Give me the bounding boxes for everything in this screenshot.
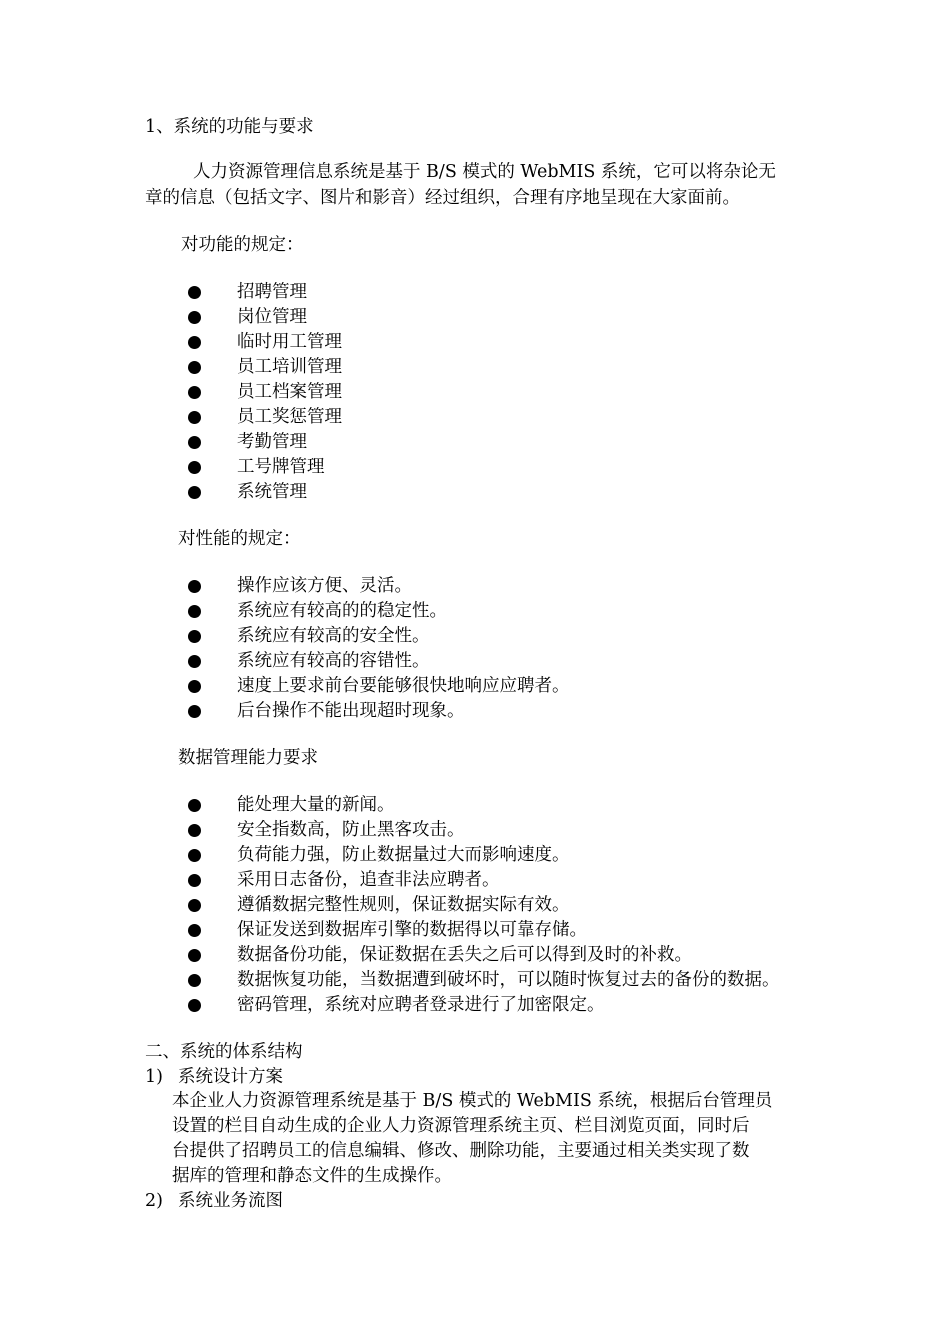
bullet-icon [188,874,201,887]
item1-body-line-4: 据库的管理和静态文件的生成操作。 [172,1166,452,1186]
bullet-icon [188,580,201,593]
bullet-icon [188,849,201,862]
document-page: 1、系统的功能与要求 人力资源管理信息系统是基于 B/S 模式的 WebMIS 系统，它可以将杂论无 章的信息（包括文字、图片和影音）经过组织，合理有序地呈现在大家面前。 对功能的规定： 招聘管理 岗位管理 临时用工管理 员工培训管理 员工档案管理 员工奖惩管理 考勤管理 工号牌管理 系统管理 对性能的规定： 操作应该方便、灵活。 系统应有较高的的稳定性。 系统应有较高的安全性。 系统应有较高的容错性。 速度上要求前台要能够很快地响应应聘者。 后台操作不能出现超时现象。 数据管理能力要求 能处理大量的新闻。 安全指数高，防止黑客攻击。 负荷能力强，防止数据量过大而影响速度。 采用日志备份，追查非法应聘者。 遵循数据完整性规则，保证数据实际有效。 保证发送到数据库引擎的数据得以可靠存储。 数据备份功能，保证数据在丢失之后可以得到及时的补救。 数据恢复功能，当数据遭到破坏时，可以随时恢复过去的备份的数据。 密码管理，系统对应聘者登录进行了加密限定。 二、系统的体系结构 1) 系统设计方案 本企业人力资源管理系统是基于 B/S 模式的 WebMIS 系统，根据后台管理员 设置的栏目自动生成的企业人力资源管理系统主页、栏目浏览页面，同时后 台提供了招聘员工的信息编辑、修改、删除功能，主要通过相关类实现了数 据库的管理和静态文件的生成操作。 2) 系统业务流图 [145,117,780,1211]
item1-label: 系统设计方案 [178,1067,283,1087]
item1-number: 1) [145,1067,163,1087]
bullet-icon [188,824,201,837]
item2-number: 2) [145,1191,163,1211]
bullet-icon [188,386,201,399]
item1-body-line-3: 台提供了招聘员工的信息编辑、修改、删除功能，主要通过相关类实现了数 [172,1141,750,1161]
bullet-icon [188,924,201,937]
bullet-icon [188,461,201,474]
bullet-icon [188,705,201,718]
function-label: 对功能的规定： [181,235,304,255]
bullet-icon [188,411,201,424]
bullet-icon [188,361,201,374]
bullet-icon [188,680,201,693]
bullet-icon [188,999,201,1012]
bullet-icon [188,974,201,987]
bullet-icon [188,655,201,668]
bullet-icon [188,486,201,499]
bullet-icon [188,311,201,324]
bullet-icon [188,899,201,912]
section1-heading: 1、系统的功能与要求 [145,117,314,137]
bullet-icon [188,286,201,299]
data-label: 数据管理能力要求 [178,748,318,768]
section2-heading: 二、系统的体系结构 [145,1042,303,1062]
intro-line-2: 章的信息（包括文字、图片和影音）经过组织，合理有序地呈现在大家面前。 [145,188,740,208]
bullet-icon [188,630,201,643]
bullet-icon [188,799,201,812]
item1-body-line-1: 本企业人力资源管理系统是基于 B/S 模式的 WebMIS 系统，根据后台管理员 [172,1091,773,1111]
bullet-icon [188,336,201,349]
bullet-icon [188,605,201,618]
performance-label: 对性能的规定： [178,529,301,549]
item1-body-line-2: 设置的栏目自动生成的企业人力资源管理系统主页、栏目浏览页面，同时后 [172,1116,750,1136]
bullet-icon [188,436,201,449]
item2-label: 系统业务流图 [178,1191,283,1211]
intro-line-1: 人力资源管理信息系统是基于 B/S 模式的 WebMIS 系统，它可以将杂论无 [193,162,776,182]
bullet-icon [188,949,201,962]
